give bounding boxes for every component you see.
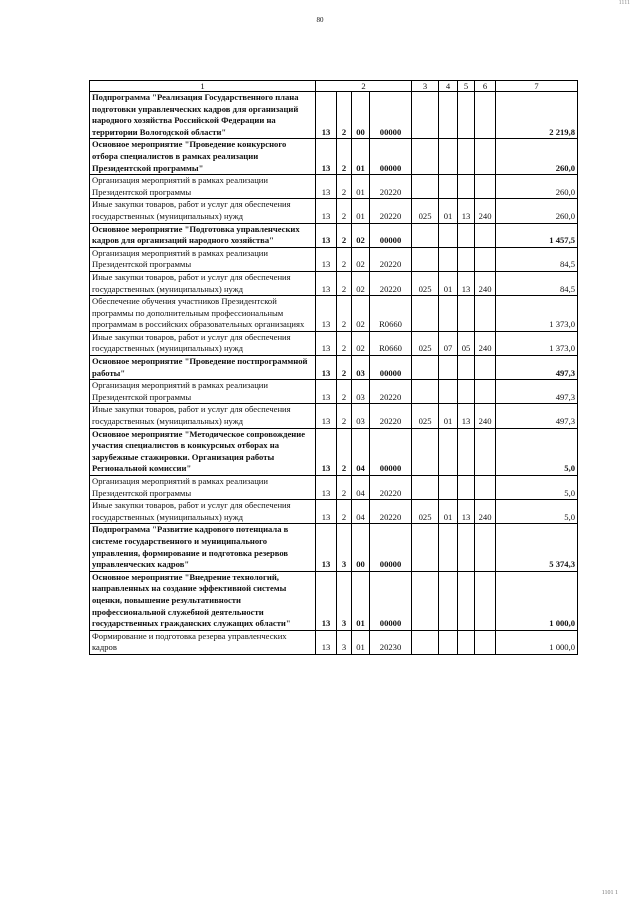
col3-cell <box>412 92 439 139</box>
code-subprogram-cell: 02 <box>352 296 370 332</box>
col5-cell: 13 <box>458 199 475 223</box>
col3-cell <box>412 139 439 175</box>
col6-cell: 240 <box>475 404 496 428</box>
page-number: 80 <box>316 16 324 24</box>
code-subprogram-cell: 01 <box>352 175 370 199</box>
code-section-cell: 13 <box>316 571 337 630</box>
amount-cell: 260,0 <box>496 175 578 199</box>
code-section-cell: 13 <box>316 630 337 654</box>
col6-cell <box>475 175 496 199</box>
code-direction-cell: R0660 <box>370 296 412 332</box>
amount-cell: 5,0 <box>496 476 578 500</box>
amount-cell: 1 373,0 <box>496 331 578 355</box>
code-subprogram-cell: 03 <box>352 380 370 404</box>
code-subprogram-cell: 04 <box>352 428 370 475</box>
col6-cell <box>475 356 496 380</box>
code-section-cell: 13 <box>316 247 337 271</box>
col6-cell: 240 <box>475 271 496 295</box>
col3-cell <box>412 630 439 654</box>
row-name-cell: Основное мероприятие "Внедрение технологий, направленных на создание эффективной системы оценки, повышение результативности профессиональной служебной деятельности государственных гражданских служащих области" <box>90 571 316 630</box>
row-name-cell: Организация мероприятий в рамках реализации Президентской программы <box>90 476 316 500</box>
row-name-cell: Подпрограмма "Развитие кадрового потенциала в системе государственного и муниципального управления, формирование и подготовка резервов управленческих кадров" <box>90 524 316 571</box>
col6-cell <box>475 296 496 332</box>
col6-cell <box>475 630 496 654</box>
row-name-cell: Иные закупки товаров, работ и услуг для обеспечения государственных (муниципальных) нужд <box>90 500 316 524</box>
row-name-cell: Иные закупки товаров, работ и услуг для обеспечения государственных (муниципальных) нужд <box>90 404 316 428</box>
code-subprogram-cell: 02 <box>352 223 370 247</box>
header-cell: 4 <box>439 81 458 92</box>
col3-cell: 025 <box>412 404 439 428</box>
amount-cell: 2 219,8 <box>496 92 578 139</box>
code-program-cell: 2 <box>337 476 352 500</box>
table-row <box>90 247 578 271</box>
table-row <box>90 428 578 475</box>
col3-cell <box>412 356 439 380</box>
code-subprogram-cell: 02 <box>352 331 370 355</box>
amount-cell: 5,0 <box>496 428 578 475</box>
col3-cell <box>412 476 439 500</box>
code-section-cell: 13 <box>316 500 337 524</box>
col4-cell <box>439 223 458 247</box>
col4-cell: 01 <box>439 199 458 223</box>
code-subprogram-cell: 01 <box>352 630 370 654</box>
row-name-cell: Основное мероприятие "Проведение конкурсного отбора специалистов в рамках реализации Президентской программы" <box>90 139 316 175</box>
col5-cell <box>458 356 475 380</box>
col5-cell <box>458 247 475 271</box>
code-direction-cell: 20220 <box>370 247 412 271</box>
col4-cell: 01 <box>439 500 458 524</box>
col5-cell <box>458 175 475 199</box>
code-subprogram-cell: 01 <box>352 571 370 630</box>
code-direction-cell: 20220 <box>370 476 412 500</box>
row-name-cell: Основное мероприятие "Проведение постпрограммной работы" <box>90 356 316 380</box>
amount-cell: 84,5 <box>496 247 578 271</box>
code-direction-cell: 20220 <box>370 271 412 295</box>
code-subprogram-cell: 03 <box>352 356 370 380</box>
code-section-cell: 13 <box>316 199 337 223</box>
table-row <box>90 630 578 654</box>
table-row <box>90 476 578 500</box>
code-direction-cell: 20220 <box>370 380 412 404</box>
table-row <box>90 92 578 139</box>
code-direction-cell: 00000 <box>370 428 412 475</box>
corner-mark-bottom: 1101 1 <box>601 890 618 896</box>
code-direction-cell: 20220 <box>370 404 412 428</box>
col4-cell <box>439 175 458 199</box>
code-section-cell: 13 <box>316 223 337 247</box>
code-direction-cell: R0660 <box>370 331 412 355</box>
code-subprogram-cell: 02 <box>352 247 370 271</box>
col6-cell <box>475 571 496 630</box>
code-subprogram-cell: 01 <box>352 199 370 223</box>
col3-cell <box>412 247 439 271</box>
col4-cell <box>439 428 458 475</box>
row-name-cell: Организация мероприятий в рамках реализации Президентской программы <box>90 175 316 199</box>
table-row <box>90 404 578 428</box>
code-program-cell: 2 <box>337 92 352 139</box>
code-section-cell: 13 <box>316 476 337 500</box>
table-row <box>90 175 578 199</box>
row-name-cell: Организация мероприятий в рамках реализации Президентской программы <box>90 247 316 271</box>
table-row <box>90 139 578 175</box>
col5-cell <box>458 139 475 175</box>
code-program-cell: 2 <box>337 139 352 175</box>
code-program-cell: 2 <box>337 356 352 380</box>
row-name-cell: Иные закупки товаров, работ и услуг для обеспечения государственных (муниципальных) нужд <box>90 271 316 295</box>
col3-cell: 025 <box>412 199 439 223</box>
code-subprogram-cell: 02 <box>352 271 370 295</box>
col5-cell <box>458 296 475 332</box>
row-name-cell: Основное мероприятие "Методическое сопровождение участия специалистов в конкурсных отборах на зарубежные стажировки. Организация работы Региональной комиссии" <box>90 428 316 475</box>
col4-cell <box>439 380 458 404</box>
code-program-cell: 2 <box>337 428 352 475</box>
col3-cell: 025 <box>412 500 439 524</box>
col5-cell <box>458 223 475 247</box>
header-cell: 3 <box>412 81 439 92</box>
col3-cell <box>412 223 439 247</box>
col5-cell: 13 <box>458 500 475 524</box>
code-program-cell: 2 <box>337 223 352 247</box>
col4-cell: 01 <box>439 404 458 428</box>
amount-cell: 497,3 <box>496 404 578 428</box>
code-direction-cell: 00000 <box>370 139 412 175</box>
code-section-cell: 13 <box>316 175 337 199</box>
table-row <box>90 271 578 295</box>
col5-cell <box>458 571 475 630</box>
col6-cell <box>475 247 496 271</box>
code-subprogram-cell: 03 <box>352 404 370 428</box>
code-section-cell: 13 <box>316 271 337 295</box>
code-subprogram-cell: 04 <box>352 476 370 500</box>
table-row <box>90 524 578 571</box>
code-program-cell: 2 <box>337 247 352 271</box>
header-cell: 1 <box>90 81 316 92</box>
code-program-cell: 3 <box>337 630 352 654</box>
table-body <box>90 81 578 655</box>
col3-cell <box>412 571 439 630</box>
code-program-cell: 2 <box>337 500 352 524</box>
table-row <box>90 356 578 380</box>
code-direction-cell: 00000 <box>370 356 412 380</box>
col4-cell <box>439 524 458 571</box>
code-direction-cell: 20220 <box>370 199 412 223</box>
code-direction-cell: 00000 <box>370 571 412 630</box>
col5-cell <box>458 630 475 654</box>
col5-cell <box>458 380 475 404</box>
amount-cell: 84,5 <box>496 271 578 295</box>
amount-cell: 5 374,3 <box>496 524 578 571</box>
row-name-cell: Основное мероприятие "Подготовка управленческих кадров для организаций народного хозяйства" <box>90 223 316 247</box>
code-program-cell: 3 <box>337 524 352 571</box>
amount-cell: 260,0 <box>496 199 578 223</box>
row-name-cell: Обеспечение обучения участников Президентской программы по дополнительным профессиональным программам в российских образовательных организациях <box>90 296 316 332</box>
header-cell: 2 <box>316 81 412 92</box>
col3-cell <box>412 175 439 199</box>
header-row <box>90 81 578 92</box>
table-row <box>90 296 578 332</box>
col4-cell <box>439 476 458 500</box>
col6-cell <box>475 476 496 500</box>
corner-mark-top: 1111 <box>618 0 630 6</box>
col4-cell: 07 <box>439 331 458 355</box>
amount-cell: 1 373,0 <box>496 296 578 332</box>
amount-cell: 497,3 <box>496 380 578 404</box>
table-row <box>90 380 578 404</box>
code-section-cell: 13 <box>316 380 337 404</box>
code-program-cell: 2 <box>337 380 352 404</box>
table-row <box>90 199 578 223</box>
code-program-cell: 2 <box>337 199 352 223</box>
header-cell: 6 <box>475 81 496 92</box>
code-subprogram-cell: 00 <box>352 524 370 571</box>
code-section-cell: 13 <box>316 524 337 571</box>
col4-cell <box>439 571 458 630</box>
header-cell: 7 <box>496 81 578 92</box>
code-section-cell: 13 <box>316 428 337 475</box>
col3-cell <box>412 380 439 404</box>
col5-cell: 13 <box>458 271 475 295</box>
col6-cell <box>475 428 496 475</box>
code-program-cell: 2 <box>337 331 352 355</box>
code-section-cell: 13 <box>316 331 337 355</box>
col4-cell <box>439 630 458 654</box>
amount-cell: 497,3 <box>496 356 578 380</box>
col5-cell <box>458 92 475 139</box>
col4-cell <box>439 92 458 139</box>
col3-cell: 025 <box>412 271 439 295</box>
code-direction-cell: 00000 <box>370 92 412 139</box>
code-direction-cell: 20230 <box>370 630 412 654</box>
col5-cell <box>458 524 475 571</box>
col4-cell <box>439 247 458 271</box>
col6-cell: 240 <box>475 331 496 355</box>
amount-cell: 5,0 <box>496 500 578 524</box>
code-program-cell: 2 <box>337 296 352 332</box>
col6-cell: 240 <box>475 199 496 223</box>
col5-cell <box>458 428 475 475</box>
code-section-cell: 13 <box>316 404 337 428</box>
budget-table <box>89 80 578 655</box>
col6-cell <box>475 139 496 175</box>
row-name-cell: Иные закупки товаров, работ и услуг для обеспечения государственных (муниципальных) нужд <box>90 331 316 355</box>
col6-cell <box>475 380 496 404</box>
header-cell: 5 <box>458 81 475 92</box>
amount-cell: 1 457,5 <box>496 223 578 247</box>
col6-cell <box>475 92 496 139</box>
col6-cell <box>475 223 496 247</box>
code-program-cell: 2 <box>337 175 352 199</box>
code-subprogram-cell: 04 <box>352 500 370 524</box>
col6-cell <box>475 524 496 571</box>
code-section-cell: 13 <box>316 92 337 139</box>
row-name-cell: Иные закупки товаров, работ и услуг для обеспечения государственных (муниципальных) нужд <box>90 199 316 223</box>
code-direction-cell: 00000 <box>370 524 412 571</box>
col5-cell: 05 <box>458 331 475 355</box>
col5-cell <box>458 476 475 500</box>
col5-cell: 13 <box>458 404 475 428</box>
amount-cell: 1 000,0 <box>496 630 578 654</box>
table-row <box>90 223 578 247</box>
col3-cell <box>412 524 439 571</box>
amount-cell: 1 000,0 <box>496 571 578 630</box>
code-direction-cell: 00000 <box>370 223 412 247</box>
row-name-cell: Формирование и подготовка резерва управленческих кадров <box>90 630 316 654</box>
col4-cell <box>439 356 458 380</box>
row-name-cell: Подпрограмма "Реализация Государственного плана подготовки управленческих кадров для организаций народного хозяйства Российской Федерации на территории Вологодской области" <box>90 92 316 139</box>
col4-cell: 01 <box>439 271 458 295</box>
code-program-cell: 3 <box>337 571 352 630</box>
code-program-cell: 2 <box>337 404 352 428</box>
col3-cell: 025 <box>412 331 439 355</box>
table-row <box>90 500 578 524</box>
table-row <box>90 571 578 630</box>
col3-cell <box>412 428 439 475</box>
col4-cell <box>439 139 458 175</box>
code-direction-cell: 20220 <box>370 175 412 199</box>
code-section-cell: 13 <box>316 139 337 175</box>
amount-cell: 260,0 <box>496 139 578 175</box>
code-subprogram-cell: 00 <box>352 92 370 139</box>
col6-cell: 240 <box>475 500 496 524</box>
code-section-cell: 13 <box>316 296 337 332</box>
code-subprogram-cell: 01 <box>352 139 370 175</box>
code-section-cell: 13 <box>316 356 337 380</box>
row-name-cell: Организация мероприятий в рамках реализации Президентской программы <box>90 380 316 404</box>
col3-cell <box>412 296 439 332</box>
code-direction-cell: 20220 <box>370 500 412 524</box>
table-row <box>90 331 578 355</box>
col4-cell <box>439 296 458 332</box>
code-program-cell: 2 <box>337 271 352 295</box>
